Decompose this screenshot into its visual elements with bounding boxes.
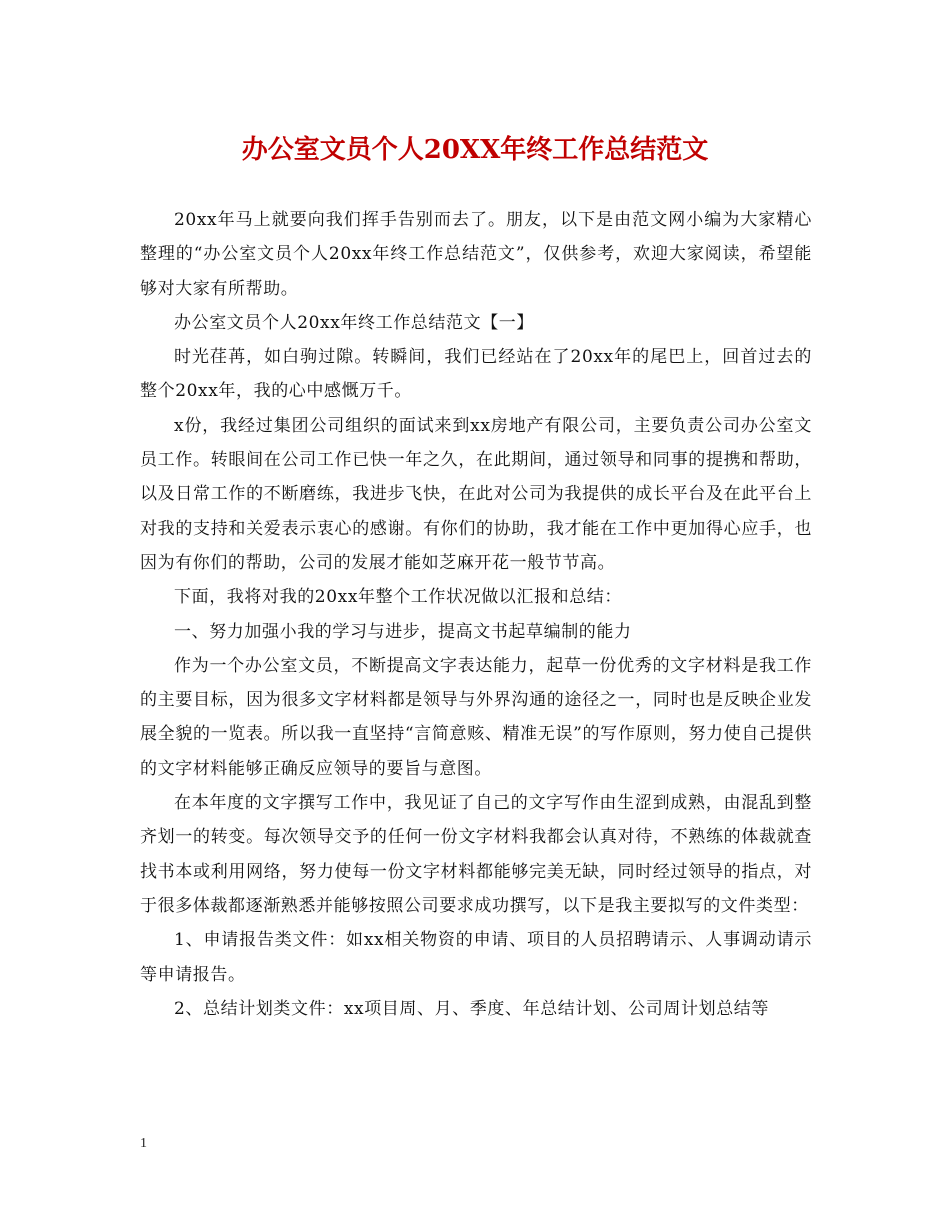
paragraph: x份，我经过集团公司组织的面试来到xx房地产有限公司，主要负责公司办公室文员工作。转眼间在公司工作已快一年之久，在此期间，通过领导和同事的提携和帮助，以及日常工作的不断磨练，我进步飞快，在此对公司为我提供的成长平台及在此平台上对我的支持和关爱表示衷心的感谢。有你们的协助，我才能在工作中更加得心应手，也因为有你们的帮助，公司的发展才能如芝麻开花一般节节高。 [140, 415, 812, 573]
list-item: 2、总结计划类文件：xx项目周、月、季度、年总结计划、公司周计划总结等 [174, 998, 769, 1019]
document-body [140, 203, 812, 1026]
paragraph-subheading: 一、努力加强小我的学习与进步，提高文书起草编制的能力 [174, 621, 632, 642]
paragraph: 在本年度的文字撰写工作中，我见证了自己的文字写作由生涩到成熟，由混乱到整齐划一的转变。每次领导交予的任何一份文字材料我都会认真对待，不熟练的体裁就查找书本或利用网络，努力使每一份文字材料都能够完美无缺，同时经过领导的指点，对于很多体裁都逐渐熟悉并能够按照公司要求成功撰写，以下是我主要拟写的文件类型： [140, 793, 812, 916]
paragraph: 下面，我将对我的20xx年整个工作状况做以汇报和总结： [174, 587, 623, 608]
page-number: 1 [140, 1136, 147, 1151]
paragraph: 作为一个办公室文员，不断提高文字表达能力，起草一份优秀的文字材料是我工作的主要目标，因为很多文字材料都是领导与外界沟通的途径之一，同时也是反映企业发展全貌的一览表。所以我一直坚持“言简意赅、精准无误”的写作原则，努力使自己提供的文字材料能够正确反应领导的要旨与意图。 [140, 655, 812, 779]
paragraph-intro: 20xx年马上就要向我们挥手告别而去了。朋友，以下是由范文网小编为大家精心整理的“办公室文员个人20xx年终工作总结范文”，仅供参考，欢迎大家阅读，希望能够对大家有所帮助。 [140, 210, 812, 299]
document-title: 办公室文员个人20XX年终工作总结范文 [241, 135, 709, 165]
paragraph: 时光荏苒，如白驹过隙。转瞬间，我们已经站在了20xx年的尾巴上，回首过去的整个20xx年，我的心中感慨万千。 [140, 347, 812, 402]
paragraph-section-heading: 办公室文员个人20xx年终工作总结范文【一】 [174, 312, 535, 333]
list-item: 1、申请报告类文件：如xx相关物资的申请、项目的人员招聘请示、人事调动请示等申请报告。 [140, 930, 812, 985]
